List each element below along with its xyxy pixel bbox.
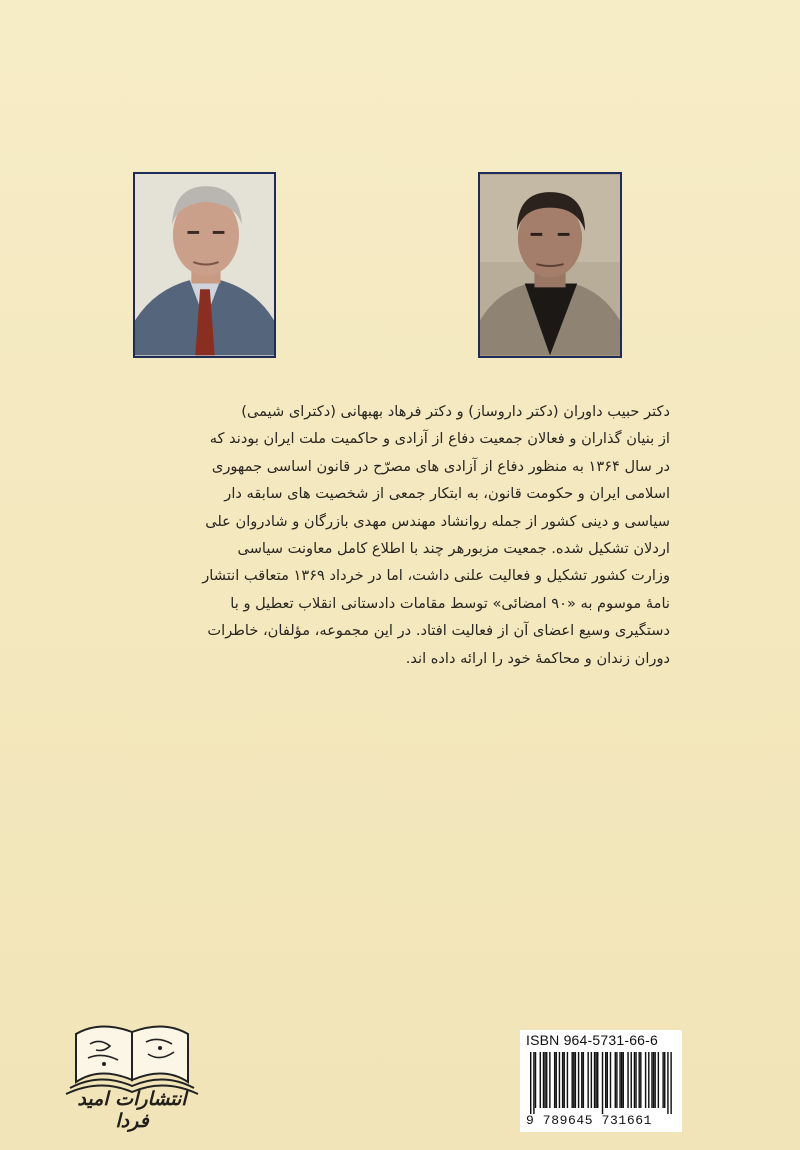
barcode-bar <box>670 1052 671 1114</box>
barcode-bar <box>667 1052 668 1114</box>
barcode-bar <box>648 1052 649 1108</box>
barcode-icon <box>530 1052 672 1114</box>
description-line: دستگیری وسیع اعضای آن از فعالیت افتاد. در این مجموعه، مؤلفان، خاطرات <box>207 622 670 640</box>
description-line: اسلامی ایران و حکومت قانون، به ابتکار جمعی از شخصیت های سابقه دار <box>224 485 670 503</box>
barcode-bar <box>549 1052 550 1108</box>
portrait-photo-icon <box>480 174 620 356</box>
barcode-bar <box>619 1052 620 1108</box>
portrait-photo-icon <box>135 174 274 356</box>
barcode-bar <box>638 1052 639 1108</box>
barcode-bar <box>540 1052 541 1108</box>
barcode-bar <box>664 1052 665 1108</box>
barcode-bar <box>597 1052 598 1108</box>
barcode-bar <box>610 1052 611 1108</box>
barcode-bar <box>564 1052 565 1108</box>
barcode-bar <box>556 1052 557 1108</box>
description-line: در سال ۱۳۶۴ به منظور دفاع از آزادی های مصرّح در قانون اساسی جمهوری <box>211 457 670 475</box>
barcode-bar <box>623 1052 624 1108</box>
barcode-bar <box>543 1052 544 1108</box>
description-line: نامهٔ موسوم به «۹۰ امضائی» توسط مقامات دادستانی انقلاب تعطیل و با <box>230 594 670 612</box>
barcode-bar <box>562 1052 563 1108</box>
description-line: دکتر حبیب داوران (دکتر داروساز) و دکتر فرهاد بهبهانی (دکترای شیمی) <box>241 403 670 420</box>
barcode-bar <box>581 1052 582 1108</box>
barcode-bar <box>544 1052 545 1108</box>
barcode-bar <box>654 1052 655 1108</box>
barcode-bar <box>554 1052 555 1108</box>
barcode-bar <box>615 1052 616 1108</box>
barcode-bar <box>621 1052 622 1108</box>
barcode-bar <box>634 1052 635 1108</box>
barcode-bar <box>591 1052 592 1108</box>
barcode-bar <box>571 1052 572 1108</box>
barcode-bar <box>533 1052 534 1114</box>
barcode-bar <box>546 1052 547 1108</box>
barcode-bar <box>658 1052 659 1108</box>
barcode-digits: 9 789645 731661 <box>526 1113 653 1128</box>
barcode-bar <box>583 1052 584 1108</box>
book-description <box>130 398 670 672</box>
description-line: دوران زندان و محاکمهٔ خود را ارائه داده اند. <box>405 649 670 667</box>
barcode-bar <box>575 1052 576 1108</box>
author-photo-left <box>133 172 276 358</box>
description-line: سیاسی و دینی کشور از جمله روانشاد مهندس مهدی بازرگان و شادروان علی <box>205 512 670 530</box>
barcode-bar <box>616 1052 617 1108</box>
barcode-bar <box>567 1052 568 1108</box>
barcode-bar <box>594 1052 595 1108</box>
barcode-bar <box>602 1052 603 1114</box>
barcode-bar <box>635 1052 636 1108</box>
barcode-bar <box>559 1052 560 1108</box>
barcode-bar <box>573 1052 574 1108</box>
description-line: وزارت کشور تشکیل و فعالیت علنی داشت، اما در خرداد ۱۳۶۹ متعاقب انتشار <box>202 567 670 585</box>
barcode-bar <box>653 1052 654 1108</box>
isbn-label: ISBN 964-5731-66-6 <box>526 1032 659 1048</box>
description-line: از بنیان گذاران و فعالان جمعیت دفاع از آزادی و حاکمیت ملت ایران بودند که <box>209 430 670 448</box>
isbn-barcode-box <box>520 1030 682 1132</box>
barcode-bar <box>535 1052 536 1108</box>
barcode-bar <box>530 1052 531 1114</box>
barcode-bar <box>651 1052 652 1108</box>
barcode-bar <box>605 1052 606 1108</box>
publisher-name: انتشارات امید فردا <box>77 1088 187 1132</box>
barcode-bar <box>631 1052 632 1108</box>
author-photo-right <box>478 172 622 358</box>
barcode-bar <box>595 1052 596 1108</box>
barcode-bar <box>640 1052 641 1108</box>
barcode-bar <box>627 1052 628 1108</box>
barcode-bar <box>607 1052 608 1108</box>
barcode-bar <box>662 1052 663 1108</box>
barcode-bar <box>578 1052 579 1108</box>
barcode-bar <box>587 1052 588 1108</box>
description-line: اردلان تشکیل شده. جمعیت مزبورهر چند با اطلاع کامل معاونت سیاسی <box>237 540 670 558</box>
barcode-bar <box>645 1052 646 1108</box>
